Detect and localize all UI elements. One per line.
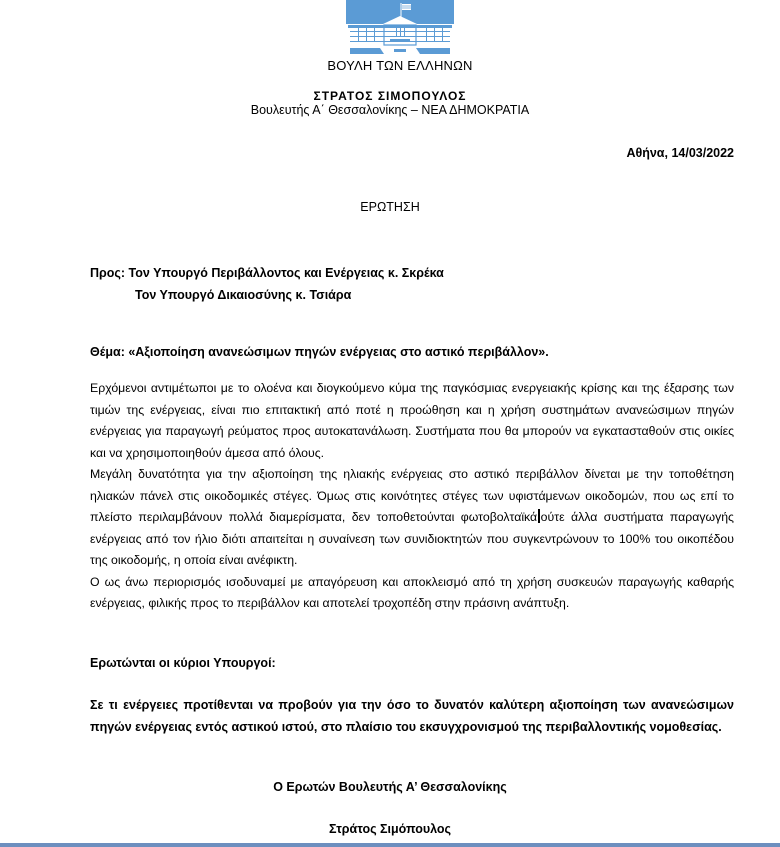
- institution-name: ΒΟΥΛΗ ΤΩΝ ΕΛΛΗΝΩΝ: [327, 58, 473, 73]
- recipients-block: [90, 262, 444, 306]
- body-paragraph: Ο ως άνω περιορισμός ισοδυναμεί με απαγόρευση και αποκλεισμό από τη χρήση συσκευών παραγωγής καθαρής ενέργειας, φιλικής προς το περιβάλλον και αποτελεί τροχοπέδη στην πράσινη ανάπτυξη.: [90, 574, 734, 610]
- author-name: ΣΤΡΑΤΟΣ ΣΙΜΟΠΟΥΛΟΣ: [313, 89, 467, 103]
- body-paragraph: Ερχόμενοι αντιμέτωποι με το ολοένα και διογκούμενο κύμα της παγκόσμιας ενεργειακής κρίσης και της έξαρσης των τιμών της ενέργειας, είναι πιο επιτακτική από ποτέ η προώθηση και η χρήση συστημάτων ανανεώσιμων πηγών ενέργειας για παραγωγή ρεύματος προς αυτοκατανάλωση. Συστήματα που θα μπορούν να εγκατασταθούν στις οικίες και να χρησιμοποιηθούν άμεσα από όλους.: [90, 381, 734, 460]
- author-role: Βουλευτής Α΄ Θεσσαλονίκης – ΝΕΑ ΔΗΜΟΚΡΑΤΙΑ: [250, 103, 530, 117]
- recipient-line-2: Τον Υπουργό Δικαιοσύνης κ. Τσιάρα: [135, 288, 352, 302]
- recipient-line-1: Προς: Τον Υπουργό Περιβάλλοντος και Ενέργειας κ. Σκρέκα: [90, 266, 444, 280]
- body-paragraph: [90, 464, 734, 572]
- text-cursor: [538, 509, 540, 523]
- question-text: Σε τι ενέργειες προτίθενται να προβούν για την όσο το δυνατόν καλύτερη αξιοποίηση των ανανεώσιμων πηγών ενέργειας εντός αστικού ιστού, στο πλαίσιο του εκσυγχρονισμού της περιβαλλοντικής νομοθεσίας.: [90, 698, 734, 734]
- body-paragraph-part: ούτε άλλα συστήματα παραγωγής ενέργειας από τον ήλιο διότι απαιτείται η συναίνεση των συνιδιοκτητών που συγκεντρώνουν το 100% του οικοπέδου της οικοδομής, η οποία είναι ανέφικτη.: [90, 510, 734, 567]
- body-paragraph-part: Μεγάλη δυνατότητα για την αξιοποίηση της ηλιακής ενέργειας στο αστικό περιβάλλον δίνεται με την τοποθέτηση ηλιακών πάνελ στις οικοδομικές στέγες. Όμως στις κοινότητες στέγες των υφιστάμενων οικοδομών, που ως επί το πλείστο περιλαμβάνουν πολλά διαμερίσματα, δεν τοποθετούνται φωτοβολταϊκά: [90, 467, 734, 524]
- document-date: Αθήνα, 14/03/2022: [626, 146, 734, 160]
- signature-title: Ο Ερωτών Βουλευτής Α’ Θεσσαλονίκης: [273, 780, 507, 794]
- parliament-logo-icon: [346, 0, 454, 54]
- subject-line: Θέμα: «Αξιοποίηση ανανεώσιμων πηγών ενέργειας στο αστικό περιβάλλον».: [90, 345, 549, 359]
- body-text[interactable]: [90, 378, 734, 615]
- signature-name: Στράτος Σιμόπουλος: [328, 822, 452, 836]
- question-intro: Ερωτώνται οι κύριοι Υπουργοί:: [90, 656, 276, 670]
- page-bottom-border: [0, 843, 780, 847]
- document-type-heading: ΕΡΩΤΗΣΗ: [360, 200, 420, 214]
